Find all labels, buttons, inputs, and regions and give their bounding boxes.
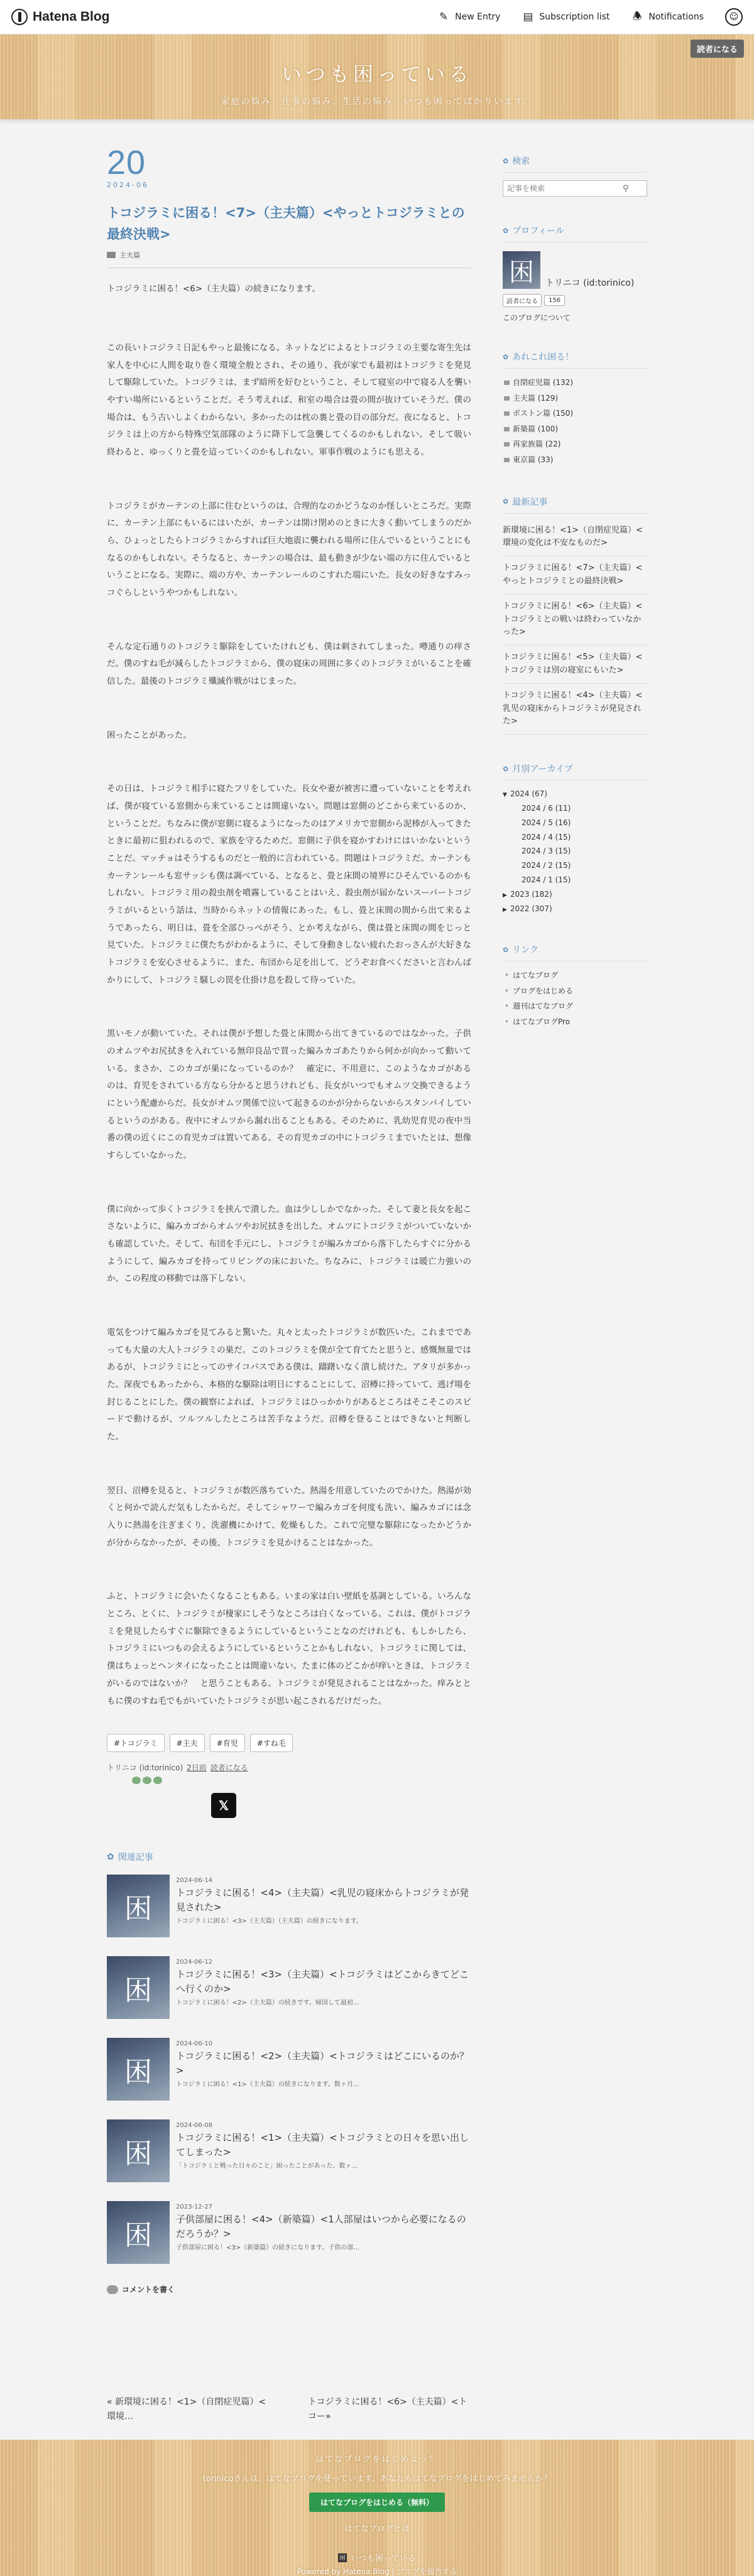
related-title[interactable]: トコジラミに困る！<4>（主夫篇）<乳児の寝床からトコジラミが発見された>: [176, 1887, 469, 1913]
prev-entry-link[interactable]: « 新環境に困る！<1>（自閉症児篇）<環境…: [107, 2397, 266, 2422]
tag[interactable]: #主夫: [170, 1734, 205, 1752]
related-thumbnail[interactable]: 困: [107, 2201, 170, 2264]
footer-blog-name-row[interactable]: [0, 2552, 754, 2563]
related-title[interactable]: トコジラミに困る！<3>（主夫篇）<トコジラミはどこからきてどこへ行くのか>: [176, 1969, 469, 1994]
user-avatar-icon[interactable]: ☺: [725, 8, 743, 26]
recent-entry-link[interactable]: トコジラミに困る！<7>（主夫篇）<やっとトコジラミとの最終決戦>: [503, 556, 647, 595]
archive-year-2024[interactable]: [503, 787, 647, 801]
archive-module-title: ✿ 月別アーカイブ: [503, 762, 647, 781]
notifications-label: Notifications: [648, 12, 704, 22]
category-link[interactable]: ボストン篇 (150): [503, 406, 647, 421]
related-snippet: トコジラミに困る！<1>（主夫篇）の続きになります。数ヶ月…: [176, 2081, 359, 2089]
x-share-button[interactable]: 𝕏: [211, 1793, 236, 1818]
archive-module: [503, 762, 647, 916]
archive-month-link[interactable]: 2024 / 6 (11): [522, 803, 571, 813]
profile-module: [503, 224, 647, 323]
profile-subscribe-button[interactable]: 読者になる: [503, 294, 542, 307]
blog-title[interactable]: いつも困っている: [281, 62, 473, 86]
entry-paragraph: トコジラミがカーテンの上部に住むというのは、合理的なのかどうなのか怪しいところだ。実際に、カーテン上部にもいるにはいたが、カーテンは開け閉めのときに大きく動いてしまうのだから、ひょっとしたらトコジラミからすれば巨大地震に襲われる場所に住んでいるということにもなるのかもしれない。そうなると、カーテンの場合は、最も動きが少ない端の方に住んでいるということになる。実際に、端の方や、カーテンレールのこすれた端にいた。長女の好きなすみっコぐらしというやつかもしれない。: [107, 501, 471, 598]
links-module: [503, 943, 647, 1029]
related-item[interactable]: [107, 1875, 471, 1935]
archive-year-2023[interactable]: [503, 887, 647, 902]
related-snippet: トコジラミに困る！<2>（主夫篇）の続きです。帰国して最初…: [176, 2000, 359, 2007]
related-heading: [107, 1851, 471, 1863]
related-date: 2024-06-08: [176, 2122, 213, 2130]
entry-paragraph: 僕に向かって歩くトコジラミを挟んで潰した。血は少ししかでなかった。そして妻と長女を起こさないように、編みカゴからオムツやお尻拭きを出した。オムツにトコジラミがついていないかも確認していた。そして、布団を手元にし、トコジラミが編みカゴから落下したらすぐに分かるようにして、編みカゴを持ってリビングの床においた。ちなみに、トコジラミは暖亡力強いのか、この程度の移動では落下しない。: [107, 1204, 471, 1284]
hatena-blog-logo[interactable]: [11, 9, 110, 25]
hatena-stars[interactable]: [132, 1777, 471, 1784]
subscriber-count: 156: [544, 295, 565, 306]
entry-paragraph: 電気をつけて編みカゴを見てみると驚いた。丸々と太ったトコジラミが数匹いた。これまでであっても大量の大人トコジラミの巣だ。このトコジラミを僕が全て育てたと思うと、感慨無量ではあるが、トコジラミにとってのサイコパスである僕は、躊躇いなく潰し続けた。アタリが多かった。深夜でもあったから、本格的な駆除は明日にすることにして、沼樽に持っていて、逃げ場を封じることにした。僕の観察によれば、トコジラミはひっかかりがあるところはそこそこのスピードで動けるが、ツルツルしたところは苦手なようだ。沼樽を登ることはできないと判断した。: [107, 1328, 471, 1442]
related-item[interactable]: [107, 1956, 471, 2016]
entry-title[interactable]: トコジラミに困る！<7>（主夫篇）<やっとトコジラミとの最終決戦>: [107, 205, 465, 242]
related-date: 2024-06-10: [176, 2040, 213, 2048]
footer-promo-text: torinicoさんは、はてなブログを使っています。あなたもはてなブログをはじめてみませんか？: [202, 2474, 552, 2484]
triangle-right-icon: ▶: [503, 892, 507, 899]
related-snippet: 「トコジラミと戦った日々のこと」困ったことがあった。数ヶ…: [176, 2163, 358, 2170]
profile-module-title: ✿ プロフィール: [503, 224, 647, 242]
recent-entry-link[interactable]: トコジラミに困る！<4>（主夫篇）<乳児の寝床からトコジラミが発見された>: [503, 684, 647, 735]
blog-favicon-icon: 困: [338, 2553, 347, 2562]
sidebar-link[interactable]: • ブログをはじめる: [503, 983, 647, 999]
sidebar-link[interactable]: • 週刊はてなブログ: [503, 998, 647, 1014]
profile-name[interactable]: トリニコ (id:torinico): [545, 278, 635, 288]
sidebar: [503, 154, 647, 1058]
subscription-icon: ▤: [523, 11, 533, 23]
about-blog-link[interactable]: このブログについて: [503, 313, 571, 322]
blog-header: [0, 35, 754, 119]
profile-avatar[interactable]: 困: [503, 251, 540, 289]
main-content: [107, 146, 471, 2423]
pencil-icon: ✎: [439, 11, 449, 23]
tag[interactable]: #すね毛: [250, 1734, 293, 1752]
posted-ago-link[interactable]: 2日前: [187, 1763, 207, 1773]
entry-category[interactable]: [107, 250, 471, 260]
next-entry-link[interactable]: トコジラミに困る！<6>（主夫篇）<トコー»: [308, 2397, 467, 2422]
categories-module-title: ✿ あれこれ困る！: [503, 350, 647, 369]
entry-date[interactable]: [107, 146, 471, 189]
archive-year-label: 2023 (182): [510, 889, 552, 899]
related-thumbnail[interactable]: 困: [107, 1956, 170, 2019]
comment-icon: [107, 2285, 118, 2294]
entry-paragraph: 翌日、沼樽を見ると、トコジラミが数匹落ちていた。熱湯を用意していたのでかけた。熱湯が効くと何かで読んだ気もしたからだ。そしてシャワーで編みカゴを何度も洗い、編みカゴには念入りに熱湯を注ぎまくり、洗濯機にかけて、乾燥もした。これで完璧な駆除になったかどうかが分からなかったが、その後、トコジラミを見かけることはなかった。: [107, 1485, 471, 1548]
related-item[interactable]: [107, 2119, 471, 2180]
hatena-logo-icon: [11, 9, 28, 25]
related-thumbnail[interactable]: 困: [107, 2119, 170, 2182]
category-link[interactable]: 東京篇 (33): [503, 452, 647, 468]
footer-powered-by[interactable]: Powered by Hatena Blog | ブログを報告する: [297, 2567, 457, 2576]
entry-pager: [107, 2395, 471, 2423]
archive-year-label: 2024 (67): [510, 789, 547, 799]
related-title[interactable]: トコジラミに困る！<1>（主夫篇）<トコジラミとの日々を思い出してしまった>: [176, 2132, 469, 2158]
related-item[interactable]: [107, 2201, 471, 2261]
author-link[interactable]: トリニコ (id:torinico): [107, 1763, 183, 1773]
entry-footer: [107, 1762, 471, 1773]
recent-entry-link[interactable]: トコジラミに困る！<6>（主夫篇）<トコジラミとの戦いは終わっていなかった>: [503, 595, 647, 646]
related-title[interactable]: トコジラミに困る！<2>（主夫篇）<トコジラミはどこにいるのか？>: [176, 2050, 469, 2076]
recent-entries-title: ✿ 最新記事: [503, 495, 647, 514]
links-module-title: ✿ リンク: [503, 943, 647, 961]
footer-start-heading: はてなブログをはじめよう！: [315, 2455, 439, 2464]
search-module: [503, 154, 647, 197]
archive-year-label: 2022 (307): [510, 904, 552, 913]
footer-blog-name: いつも困っている: [350, 2554, 416, 2563]
star-icon: [132, 1777, 141, 1784]
archive-month-link[interactable]: 2024 / 5 (16): [522, 818, 571, 827]
related-list: [107, 1875, 471, 2261]
subscribe-link[interactable]: 読者になる: [210, 1763, 248, 1773]
sidebar-link[interactable]: • はてなブログPro: [503, 1014, 647, 1030]
archive-month-link[interactable]: 2024 / 2 (15): [522, 861, 571, 870]
entry-date-year-month: 2024-06: [107, 181, 149, 189]
search-input[interactable]: [503, 184, 623, 193]
entry-paragraph: 困ったことがあった。: [107, 730, 192, 740]
search-box: [503, 180, 647, 197]
category-link[interactable]: 再家族篇 (22): [503, 436, 647, 452]
blog-footer: [0, 2440, 754, 2576]
entry-paragraph: その日は、トコジラミ相手に寝たフリをしていた。長女や妻が被害に遭っていないことを考えれば、僕が寝ている窓側から来ていることは間違いない。問題は窓側のどこから来ているのか、ということだ。ちなみに僕が窓側に寝るようになったのはアメリカで窓側から泥棒が入ってきたときに最初に狙われるので、家族を守るためだ。窓側に子供を寝かすわけにはいかないということだ。マッチョはそうするものだと一般的に言われている。問題はトコジラミだ。カーテンもカーテンレールも窓サッシも僕は調べている。となると、畳と床間の境界にひそんでいるのかもしれない。トコジラミ用の殺虫剤を噴霧していることはいえ、殺虫剤が届かないスーパートコジラミがいるという話は、当時からネットの情報にあった。もし、畳と床間の間から出て来るようであったら、明日は、畳を全部ひっぺがそう、とか考えながら、僕は畳と床間の間をじっと見ていた。トコジラミに僕たちがわかるように、そして身動きしない疲れたおっさんが大好きなトコジラミを安心させるように、また、布団から足を出して、どうぞお食べくださいと言わんばかりにして、トコジラミ騒しの罠を仕掛け息を殺して待っていた。: [107, 784, 471, 985]
new-entry-label: New Entry: [455, 12, 501, 22]
entry-paragraph: この長いトコジラミ日記もやっと最後になる。ネットなどによるとトコジラミの主要な寄生先は家人を中心に人間を取り巻く環境全般とされ、その通り、我が家でも最初はトコジラミを発見して駆除していた。トコジラミは、まず暗所を好むということ、そして寝室の中で寝る人を襲いやすい場所にいるということだ。そう考えれば、和室の場合は畳の間が抜けていそうだ。僕の場合は、もう古いしよくわからない。多かったのは枕の裏と畳の目の部分だ。夜になると、トコジラミは上の方から特殊空気部隊のように降下して急襲してくるのかもしれない。そして吸い終わると、ゆっくりと畳を這っていくのかもしれない。軍事作戦のようにも思える。: [107, 342, 471, 457]
related-date: 2024-06-14: [176, 1877, 213, 1885]
archive-month-link[interactable]: 2024 / 4 (15): [522, 832, 571, 842]
bell-icon: 🕭: [632, 9, 642, 23]
write-comment-label: コメントを書く: [122, 2285, 175, 2295]
star-icon: [153, 1777, 162, 1784]
recent-entries-module: [503, 495, 647, 735]
category-link[interactable]: 自閉症児篇 (132): [503, 375, 647, 391]
write-comment-link[interactable]: [107, 2284, 471, 2295]
new-entry-link[interactable]: [437, 11, 500, 23]
entry-paragraph: トコジラミに困る！<6>（主夫篇）の続きになります。: [107, 284, 321, 295]
search-module-title: ✿ 検索: [503, 154, 647, 173]
related-date: 2024-06-12: [176, 1959, 213, 1966]
related-item[interactable]: [107, 2038, 471, 2098]
entry-tags: [107, 1734, 471, 1752]
hatena-blog-logo-text: Hatena Blog: [33, 9, 110, 24]
flower-icon: ✿: [107, 1852, 114, 1863]
archive-month-link[interactable]: 2024 / 3 (15): [522, 847, 571, 856]
notifications-link[interactable]: [631, 11, 704, 23]
start-blog-button[interactable]: はてなブログをはじめる（無料）: [309, 2492, 445, 2512]
related-thumbnail[interactable]: 困: [107, 1875, 170, 1937]
related-thumbnail[interactable]: 困: [107, 2038, 170, 2101]
category-link[interactable]: 新築篇 (100): [503, 421, 647, 437]
recent-entry-link[interactable]: 新環境に困る！<1>（自閉症児篇）<環境の変化は不安なものだ>: [503, 519, 647, 557]
archive-month-link[interactable]: 2024 / 1 (15): [522, 875, 571, 884]
archive-year-2022[interactable]: [503, 902, 647, 916]
folder-icon: [107, 252, 116, 258]
subscription-list-label: Subscription list: [539, 12, 610, 22]
related-title[interactable]: 子供部屋に困る！<4>（新築篇）<1人部屋はいつから必要になるのだろうか？>: [176, 2214, 466, 2239]
triangle-right-icon: ▶: [503, 906, 507, 913]
entry-paragraph: ふと、トコジラミに会いたくなることもある。いまの家は白い壁紙を基調としている。いろんなところ、とくに、トコジラミが棲家にしそうなところは白くなっている。これは、僕がトコジラミを発見したらすぐに駆除できるようにしているということなのだけれども、もしかしたら、トコジラミにいつもの会えるようにしているということかもしれない。トコジラミに関しては、僕はちょっとヘンタイになったことは間違いない。たまに体のどこかが痒いときは、トコジラミがいるのではないか？ と思うこともある。トコジラミが発見されることはなかった。痒みとともに僕のすね毛でもがいていたトコジラミが思い起こされるだけだった。: [107, 1591, 471, 1706]
entry-paragraph: 黒いモノが動いていた。それは僕が予想した畳と床間から出てきているのではなかった。子供のオムツやお尻拭きを入れている無印良品で買った編みカゴあたりから何かが向かって動いている。まさか、このカゴが巣になっているのか？ 確定に、不用意に、このようなカゴがあるのは、育児をされている方なら分かると思うけれども、長女がいつでもオムツ交換できるようにという配慮からだ。長女がオムツ関係で泣いて起きるのかが分からないからスタンバイしているというのがある。夜中にオムツから漏れ出ることもある。そのために、乳幼児育児の夜中当番の僕の近くにこの育児カゴは置いてある。その育児カゴの中にトコジラミまでいたとは、想像すらしていなかった。: [107, 1029, 471, 1161]
recent-entry-link[interactable]: トコジラミに困る！<5>（主夫篇）<トコジラミは別の寝室にもいた>: [503, 646, 647, 684]
related-heading-label: 関連記事: [117, 1853, 153, 1863]
categories-module: [503, 350, 647, 468]
search-icon[interactable]: ⚲: [623, 183, 629, 193]
category-link[interactable]: 主夫篇 (129): [503, 391, 647, 406]
entry-category-label: 主夫篇: [119, 251, 140, 260]
tag[interactable]: #トコジラミ: [107, 1734, 165, 1752]
related-snippet: 子供部屋に困る！<3>（新築篇）の続きになります。子供の部…: [176, 2244, 360, 2252]
triangle-down-icon: ▼: [503, 792, 507, 799]
subscription-list-link[interactable]: [522, 11, 609, 23]
blog-description: 家庭の悩み、仕事の悩み、生活の悩み。いつも困ってばかりいます。: [221, 97, 533, 107]
related-snippet: トコジラミに困る！<3>（主夫篇）（主夫篇）の続きになります。: [176, 1918, 363, 1925]
related-date: 2023-12-27: [176, 2204, 213, 2211]
entry-paragraph: そんな定石通りのトコジラミ駆除をしていたけれども、僕は刺されてしまった。噂通りの痒さだ。僕のすね毛が減らしたトコジラミから、僕の寝床の周囲に多くのトコジラミがいることを確信した。最後のトコジラミ殲滅作戦がはじまった。: [107, 641, 471, 686]
sidebar-link[interactable]: • はてなブログ: [503, 968, 647, 983]
star-icon: [143, 1777, 151, 1784]
global-header: [0, 0, 754, 35]
subscribe-button-top[interactable]: 読者になる: [691, 40, 744, 58]
entry-date-day: 20: [107, 144, 146, 181]
entry-body: [107, 281, 471, 1710]
about-hatena-blog-link[interactable]: はてなブログとは: [344, 2525, 410, 2534]
tag[interactable]: #育児: [210, 1734, 245, 1752]
